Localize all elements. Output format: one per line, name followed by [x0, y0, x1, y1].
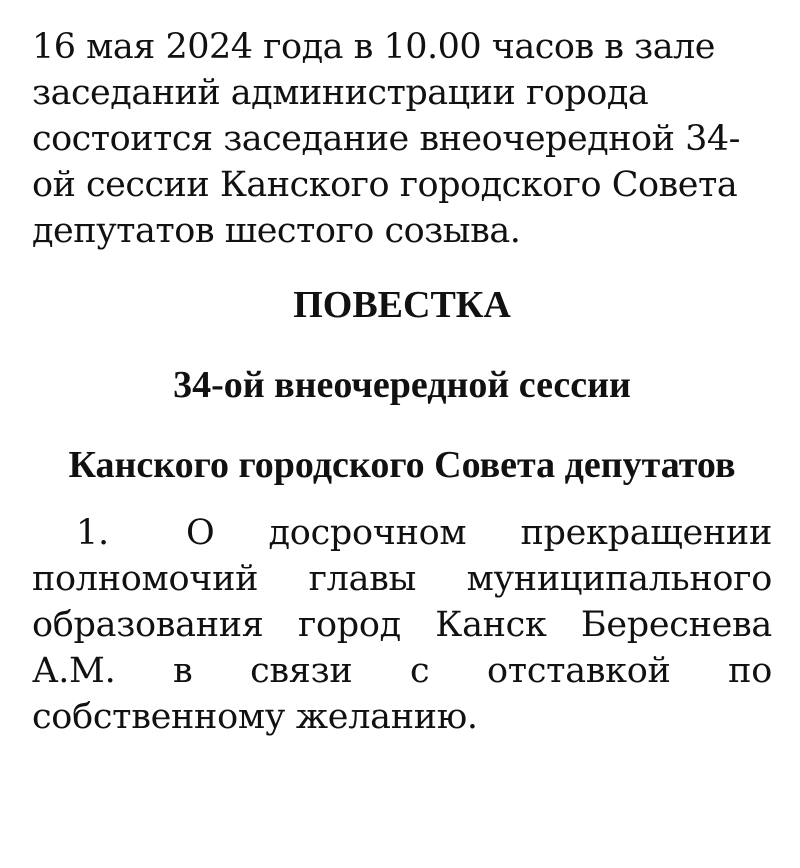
agenda-title: ПОВЕСТКА: [293, 284, 511, 326]
announcement-paragraph: 16 мая 2024 года в 10.00 часов в зале заседаний администрации города состоится заседание внеочередной 34-ой сессии Канского городского Совета депутатов шестого созыва.: [32, 27, 740, 251]
session-heading: 34-ой внеочередной сессии: [173, 364, 631, 406]
agenda-item: [32, 510, 772, 740]
council-heading: Канского городского Совета депутатов: [68, 444, 736, 486]
agenda-item-text: О досрочном прекращении полномочий главы муниципального образования город Канск Береснева А.М. в связи с отставкой по собственному желанию.: [32, 513, 772, 737]
agenda-item-number: 1.: [76, 513, 109, 553]
agenda-list: [32, 510, 772, 740]
document-page: [32, 24, 772, 740]
